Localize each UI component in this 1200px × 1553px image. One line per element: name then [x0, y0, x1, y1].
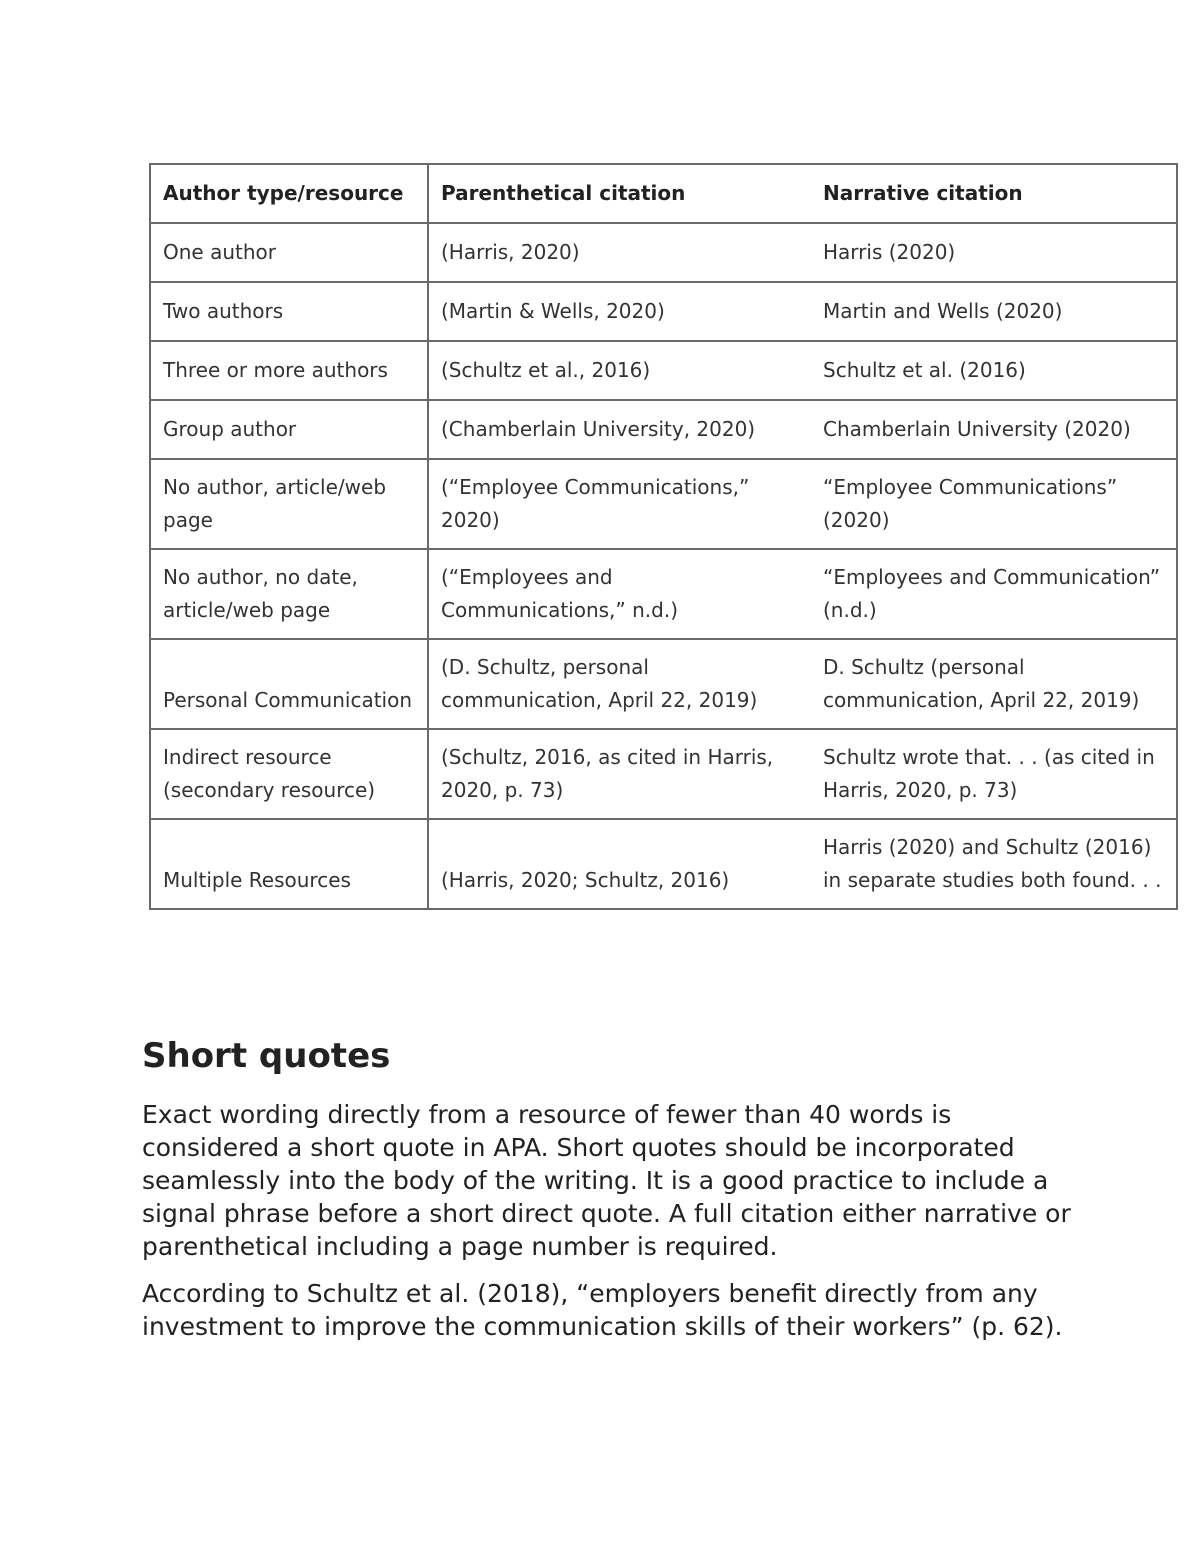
header-parenthetical: Parenthetical citation	[428, 164, 811, 223]
author-type-cell: No author, article/web page	[150, 459, 428, 549]
parenthetical-cell: (“Employee Communications,” 2020)	[428, 459, 811, 549]
parenthetical-cell: (Schultz, 2016, as cited in Harris, 2020, p. 73)	[428, 729, 811, 819]
author-type-cell: One author	[150, 223, 428, 282]
table-row	[150, 729, 1177, 819]
example-quote-paragraph: According to Schultz et al. (2018), “employers benefit directly from any investment to improve the communication skills of their workers” (p. 62).	[142, 1279, 1063, 1341]
author-type-cell: Two authors	[150, 282, 428, 341]
narrative-cell: Schultz wrote that. . . (as cited in Harris, 2020, p. 73)	[811, 729, 1177, 819]
table-row	[150, 341, 1177, 400]
narrative-cell: “Employee Communications” (2020)	[811, 459, 1177, 549]
section-heading: Short quotes	[142, 1036, 391, 1076]
author-type-cell: Group author	[150, 400, 428, 459]
narrative-cell: Chamberlain University (2020)	[811, 400, 1177, 459]
narrative-cell: D. Schultz (personal communication, April 22, 2019)	[811, 639, 1177, 729]
table-row	[150, 549, 1177, 639]
author-type-cell: No author, no date, article/web page	[150, 549, 428, 639]
parenthetical-cell: (Schultz et al., 2016)	[428, 341, 811, 400]
citation-table	[149, 163, 1178, 910]
parenthetical-cell: (Harris, 2020; Schultz, 2016)	[428, 819, 811, 909]
parenthetical-cell: (Martin & Wells, 2020)	[428, 282, 811, 341]
header-narrative: Narrative citation	[811, 164, 1177, 223]
narrative-cell: Schultz et al. (2016)	[811, 341, 1177, 400]
table-row	[150, 819, 1177, 909]
table-row	[150, 400, 1177, 459]
body-paragraph: Exact wording directly from a resource of fewer than 40 words is considered a short quote in APA. Short quotes should be incorporated seamlessly into the body of the writing. It is a good practice to include a signal phrase before a short direct quote. A full citation either narrative or parenthetical including a page number is required.	[142, 1100, 1071, 1261]
narrative-cell: Martin and Wells (2020)	[811, 282, 1177, 341]
parenthetical-cell: (Chamberlain University, 2020)	[428, 400, 811, 459]
narrative-cell: Harris (2020) and Schultz (2016) in separate studies both found. . .	[811, 819, 1177, 909]
author-type-cell: Multiple Resources	[150, 819, 428, 909]
table-row	[150, 639, 1177, 729]
narrative-cell: “Employees and Communication” (n.d.)	[811, 549, 1177, 639]
parenthetical-cell: (“Employees and Communications,” n.d.)	[428, 549, 811, 639]
table-row	[150, 459, 1177, 549]
table-header-row	[150, 164, 1177, 223]
header-author-type: Author type/resource	[150, 164, 428, 223]
author-type-cell: Three or more authors	[150, 341, 428, 400]
parenthetical-cell: (Harris, 2020)	[428, 223, 811, 282]
table-row	[150, 282, 1177, 341]
short-quotes-section	[142, 1032, 1082, 1357]
author-type-cell: Personal Communication	[150, 639, 428, 729]
parenthetical-cell: (D. Schultz, personal communication, April 22, 2019)	[428, 639, 811, 729]
table-row	[150, 223, 1177, 282]
narrative-cell: Harris (2020)	[811, 223, 1177, 282]
author-type-cell: Indirect resource (secondary resource)	[150, 729, 428, 819]
